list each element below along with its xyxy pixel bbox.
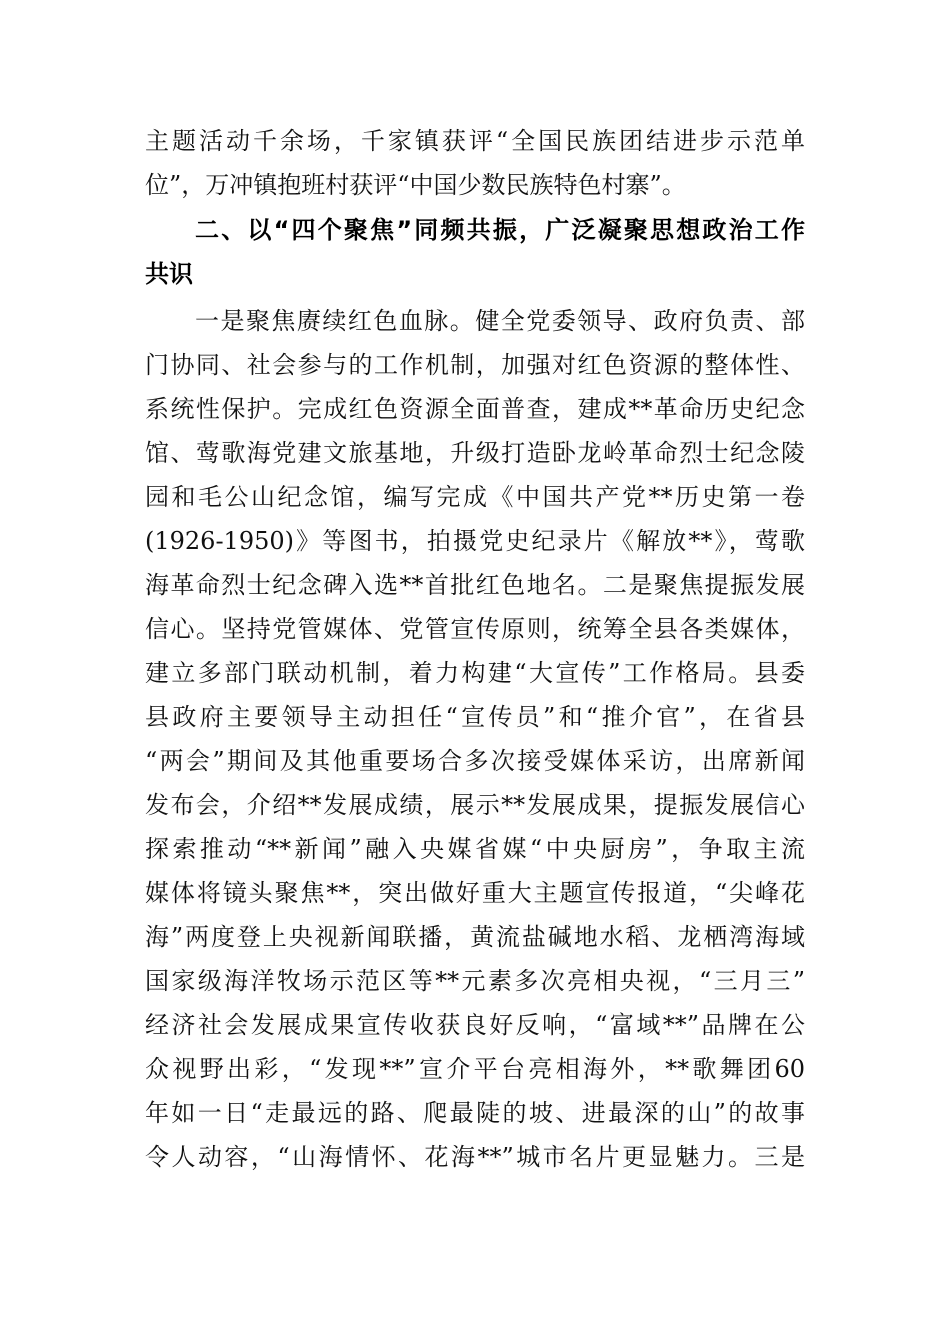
body-line: 发布会，介绍**发展成绩，展示**发展成果，提振发展信心 bbox=[145, 791, 805, 819]
body-line: 馆、莺歌海党建文旅基地，升级打造卧龙岭革命烈士纪念陵 bbox=[145, 439, 805, 467]
body-line: “两会”期间及其他重要场合多次接受媒体采访，出席新闻 bbox=[145, 747, 805, 775]
body-line: 媒体将镜头聚焦**，突出做好重大主题宣传报道，“尖峰花 bbox=[145, 879, 805, 907]
body-line: 年如一日“走最远的路、爬最陡的坡、进最深的山”的故事 bbox=[145, 1099, 805, 1127]
body-line: (1926-1950)》等图书，拍摄党史纪录片《解放**》，莺歌 bbox=[145, 527, 805, 555]
body-line: 国家级海洋牧场示范区等**元素多次亮相央视，“三月三” bbox=[145, 967, 805, 995]
body-line: 园和毛公山纪念馆，编写完成《中国共产党**历史第一卷 bbox=[145, 483, 805, 511]
body-line: 信心。坚持党管媒体、党管宣传原则，统筹全县各类媒体， bbox=[145, 615, 805, 643]
body-line: 海革命烈士纪念碑入选**首批红色地名。二是聚焦提振发展 bbox=[145, 571, 805, 599]
body-line: 令人动容，“山海情怀、花海**”城市名片更显魅力。三是 bbox=[145, 1143, 805, 1171]
body-line: 系统性保护。完成红色资源全面普查，建成**革命历史纪念 bbox=[145, 395, 805, 423]
body-line: 众视野出彩，“发现**”宣介平台亮相海外，**歌舞团60 bbox=[145, 1055, 805, 1083]
paragraph-first-line: 一是聚焦赓续红色血脉。健全党委领导、政府负责、部 bbox=[195, 307, 805, 335]
body-line: 主题活动千余场，千家镇获评“全国民族团结进步示范单 bbox=[145, 127, 805, 155]
body-line: 位”，万冲镇抱班村获评“中国少数民族特色村寨”。 bbox=[145, 171, 686, 199]
body-line: 门协同、社会参与的工作机制，加强对红色资源的整体性、 bbox=[145, 351, 805, 379]
section-heading: 二、以“四个聚焦”同频共振，广泛凝聚思想政治工作 bbox=[195, 216, 805, 244]
body-line: 经济社会发展成果宣传收获良好反响，“富域**”品牌在公 bbox=[145, 1011, 805, 1039]
body-line: 海”两度登上央视新闻联播，黄流盐碱地水稻、龙栖湾海域 bbox=[145, 923, 805, 951]
body-line: 探索推动“**新闻”融入央媒省媒“中央厨房”，争取主流 bbox=[145, 835, 805, 863]
body-line: 县政府主要领导主动担任“宣传员”和“推介官”，在省县 bbox=[145, 703, 805, 731]
section-heading-continued: 共识 bbox=[145, 260, 193, 288]
body-line: 建立多部门联动机制，着力构建“大宣传”工作格局。县委 bbox=[145, 659, 805, 687]
